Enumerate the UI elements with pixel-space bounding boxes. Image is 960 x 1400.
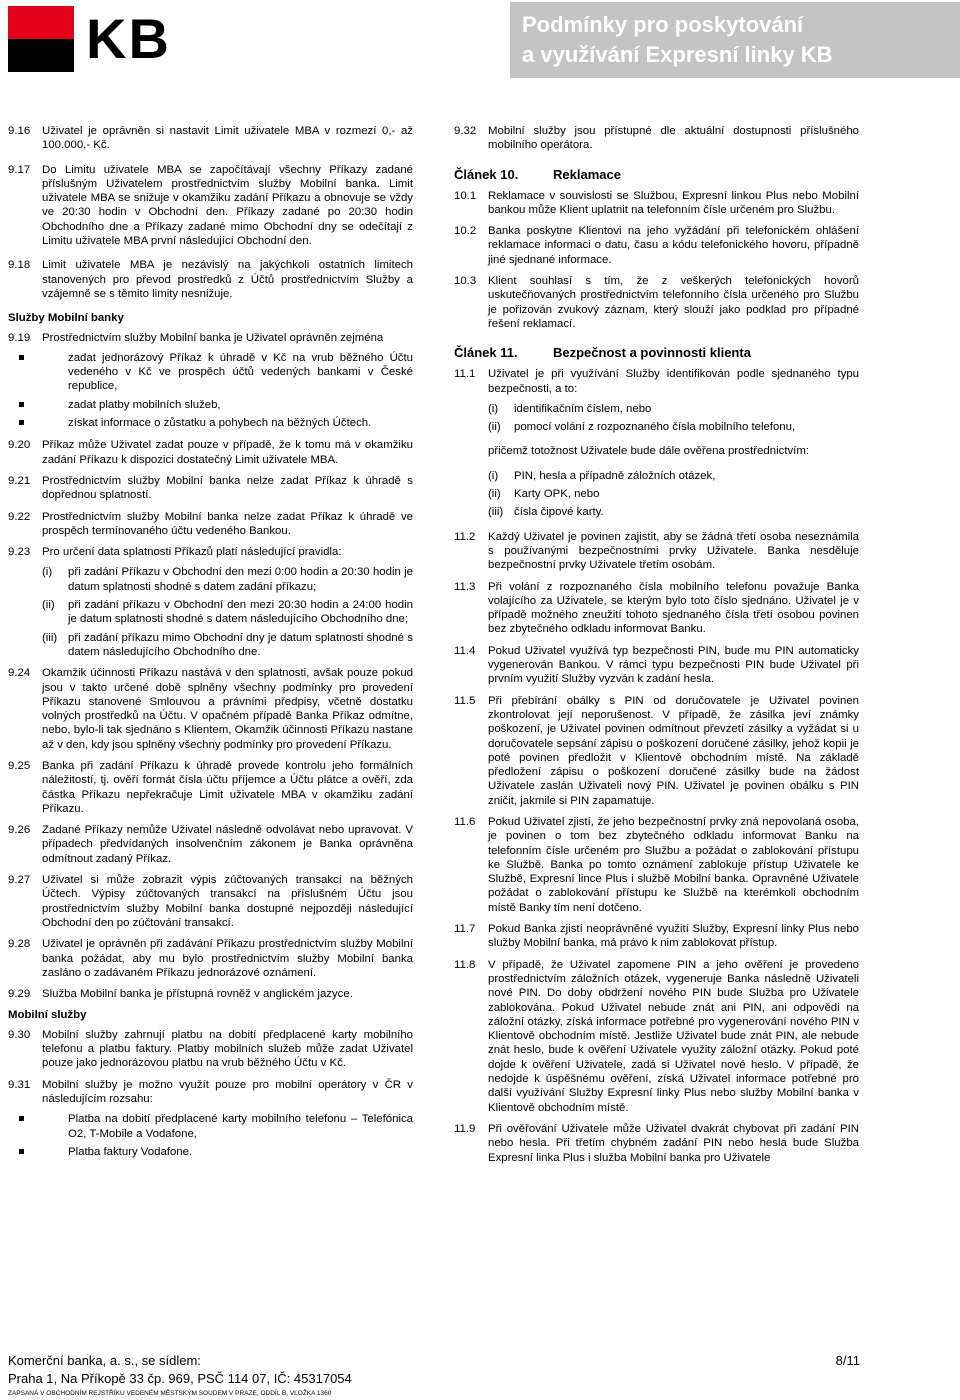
chapter-11-heading: Článek 11. Bezpečnost a povinnosti klienta [454, 345, 751, 361]
roman-list-9-23 [8, 565, 413, 659]
clause-9-21: 9.21 Prostřednictvím služby Mobilní banka nelze zadat Příkaz k úhradě s dopřednou splatností. [8, 474, 413, 502]
bullet-list-9-19 [8, 351, 413, 430]
clause-9-26: 9.26 Zadané Příkazy nemůže Uživatel následně odvolávat nebo upravovat. V případech předvídaných insolvenčním zákonem je Banka oprávněna odmítnout zadaný Příkaz. [8, 824, 413, 865]
list-item: (iii) čísla čipové karty. [488, 506, 604, 519]
clause-9-17: 9.17 Do Limitu uživatele MBA se započítávají všechny Příkazy zadané příslušným Uživatelem prostřednictvím služby Mobilní banka. Limit uživatele MBA se snižuje v okamžiku zadání Příkazu a obnovuje se vždy ve 20:30 hodin v Obchodní den. Příkazy zadané po 20:30 hodin Obchodního dne a Příkazy zadané mimo Obchodní dny se odečítají z Limitu uživatele MBA první následující Obchodní den. [8, 163, 413, 248]
list-item: zadat platby mobilních služeb, [68, 398, 413, 412]
clause-9-18: 9.18 Limit uživatele MBA je nezávislý na jakýchkoli ostatních limitech stanovených pro převod prostředků z Účtů prostřednictvím Služby a vzájemně se s těmito limity nesnižuje. [8, 259, 413, 300]
clause-11-2: 11.2 Každý Uživatel je povinen zajistit, aby se žádná třetí osoba neseznámila s používanými bezpečnostními prvky Uživatele. Banka nesděluje bezpečnostní prvky Uživatele třetím osobám. [454, 530, 859, 572]
list-item: (ii) Karty OPK, nebo [488, 488, 600, 501]
section-heading-mobile-bank: Služby Mobilní banky [8, 312, 124, 325]
kb-logo-mark [8, 6, 74, 72]
clause-9-28: 9.28 Uživatel je oprávněn při zadávání Příkazu prostřednictvím služby Mobilní banka požádat, aby mu bylo prostřednictvím služby Mobilní banka zasláno o zadávaném Příkazu jednorázové oznámení. [8, 938, 413, 979]
list-item: získat informace o zůstatku a pohybech na běžných Účtech. [68, 416, 413, 430]
list-item: (ii) při zadání příkazu v Obchodní den mezi 20:30 hodin a 24:00 hodin je datum splatnosti shodné s datem následujícího Obchodního dne; [42, 599, 413, 626]
clause-10-1: 10.1 Reklamace v souvislosti se Službou, Expresní linkou Plus nebo Mobilní bankou může Klient uplatnit na telefonním čísle určeném pro Službu. [454, 189, 859, 216]
footer-registry: ZAPSANÁ V OBCHODNÍM REJSTŘÍKU VEDENÉM MĚSTSKÝM SOUDEM V PRAZE, ODDÍL B, VLOŽKA 1360 [8, 1390, 332, 1397]
list-item: Platba na dobití předplacené karty mobilního telefonu – Telefónica O2, T-Mobile a Vodafone, [68, 1113, 413, 1140]
list-item: (i) PIN, hesla a případně záložních otázek, [488, 469, 716, 482]
clause-11-1-continuation: přičemž totožnost Uživatele bude dále ověřena prostřednictvím: [488, 445, 809, 458]
roman-list-11-1a [454, 402, 859, 435]
clause-11-1: 11.1 Uživatel je při využívání Služby identifikován podle sjednaného typu bezpečnosti, a to: [454, 368, 859, 395]
clause-9-19: 9.19 Prostřednictvím služby Mobilní banka je Uživatel oprávněn zejména [8, 331, 384, 344]
clause-9-22: 9.22 Prostřednictvím služby Mobilní banka nelze zadat Příkaz k úhradě ve prospěch termínovaného účtu vedeného Bankou. [8, 510, 413, 537]
clause-9-30: 9.30 Mobilní služby zahrnují platbu na dobití předplacené karty mobilního telefonu a platbu faktury. Platby mobilních služeb může zadat Uživatel pouze jako jednorázovou platbu na vrub běžného Účtu v Kč. [8, 1028, 413, 1070]
left-column [8, 124, 413, 1159]
clause-11-7: 11.7 Pokud Banka zjistí neoprávněné využití Služby, Expresní linky Plus nebo služby Mobilní banka, má právo k nim zablokovat přístup. [454, 923, 859, 950]
section-heading-mobile-services: Mobilní služby [8, 1009, 87, 1022]
list-item: (iii) při zadání příkazu mimo Obchodní dny je datum splatnosti shodné s datem následujícího Obchodního dne. [42, 631, 413, 658]
clause-9-23: 9.23 Pro určení data splatnosti Příkazů platí následující pravidla: [8, 546, 342, 559]
clause-11-9: 11.9 Při ověřování Uživatele může Uživatel dvakrát chybovat při zadání PIN nebo hesla. Při třetím chybném zadání PIN nebo hesla bude Služba Expresní linka Plus i služba Mobilní banka pro Uživatele [454, 1122, 859, 1164]
clause-11-3: 11.3 Při volání z rozpoznaného čísla mobilního telefonu považuje Banka volajícího za Uživatele, se kterým bylo toto číslo sjednáno. Uživatel je v případě možného zneužití tohoto sjednaného čísla třetí osobou povinen bez zbytečného odkladu informovat Banku. [454, 580, 859, 636]
list-item: zadat jednorázový Příkaz k úhradě v Kč na vrub běžného Účtu vedeného v Kč ve prospěch účtů vedených bankami v České republice, [68, 351, 413, 393]
clause-11-8: 11.8 V případě, že Uživatel zapomene PIN a jeho ověření je provedeno prostřednictvím záložních otázek, vygeneruje Banka následně Uživateli nové PIN. Do doby obdržení nového PIN bude Služba pro Uživatele zablokována. Pokud Uživatel nebude znát ani PIN, ani odpovědi na záložní otázky, získá informace potřebné pro vygenerování nového PIN v Klientově obchodním místě. Jestliže Uživatel bude znát PIN, ale nebude znát heslo, bude k ověření Uživatele využity záložní otázky. Pokud poté dojde k ověření Uživatele, zadá si Uživatel nové heslo. V případě, že nedojde k úspěšnému ověření, získá Uživatel informace potřebné pro další využívání Služby Expresní linky Plus nebo služby Mobilní banka v Klientově obchodním místě. [454, 958, 859, 1114]
footer-company: Komerční banka, a. s., se sídlem: [8, 1353, 201, 1368]
clause-11-6: 11.6 Pokud Uživatel zjistí, že jeho bezpečnostní prvky zná nepovolaná osoba, je povinen o tom bez zbytečného odkladu informovat Banku na telefonním čísle určeném pro Službu a požádat o zablokování přístupu ke Službě. Banka po tomto oznámení zablokuje přístup Uživatele ke Službě, Expresní lince Plus i službě Mobilní banka. Opravněné Uživatele požádat o zablokování přístupu ke Službě na kterémkoli obchodním místě Banky tím není dotčeno. [454, 815, 859, 914]
kb-logo-text: KB [86, 7, 171, 70]
clause-10-2: 10.2 Banka poskytne Klientovi na jeho vyžádání při telefonickém ohlášení reklamace informaci o datu, času a kódu telefonického hovoru, případně jiné sjednané informace. [454, 225, 859, 266]
list-item: (i) identifikačním číslem, nebo [488, 402, 652, 415]
clause-9-16: 9.16 Uživatel je oprávněn si nastavit Limit uživatele MBA v rozmezí 0,- až 100.000,- Kč. [8, 125, 413, 152]
clause-9-24: 9.24 Okamžik účinnosti Příkazu nastává v den splatnosti, avšak pouze pokud jsou v takto určené době splněny všechny podmínky pro provedení Příkazu stanovené Smlouvou a právními předpisy, včetně dostatku volných prostředků na Účtu. V opačném případě Banka Příkaz odmítne, nebo, bylo-li tak sjednáno s Klientem, Okamžik účinnosti Příkazu nastane až v den, kdy jsou splněny všechny podmínky pro provedení Příkazu. [8, 667, 413, 751]
roman-list-11-1b [454, 469, 859, 520]
clause-11-5: 11.5 Při přebírání obálky s PIN od doručovatele je Uživatel povinen zkontrolovat její neporušenost. V případě, že zásilka jeví známky poškození, je Uživatel povinen odmítnout převzetí zásilky a vyžádat si u doručovatele sepsání zápisu o poškození doručené zásilky, jehož kopii je poté povinen předložit v Klientově obchodním místě. Na základě předložení zápisu o poškození doručené zásilky bude na žádost Uživatele zaslán Uživateli nový PIN. Uživatel je povinen obálku s PIN zničit, jakmile si PIN zapamatuje. [454, 694, 859, 807]
clause-9-32: 9.32 Mobilní služby jsou přístupné dle aktuální dostupnosti příslušného mobilního operátora. [454, 125, 859, 152]
clause-9-31: 9.31 Mobilní služby je možno využít pouze pro mobilní operátory v ČR v následujícím rozsahu: [8, 1078, 413, 1105]
clause-10-3: 10.3 Klient souhlasí s tím, že z veškerých telefonických hovorů uskutečňovaných prostřednictvím telefonního čísla určeného pro Službu je pořizován zvukový záznam, který slouží jako podklad pro případné řešení reklamací. [454, 275, 859, 330]
document-title [510, 2, 960, 78]
clause-9-27: 9.27 Uživatel si může zobrazit výpis zúčtovaných transakcí na běžných Účtech. Výpisy zúčtovaných transakcí na příslušném Účtu jsou prostřednictvím služby Mobilní banka dostupné nejpozději následující Obchodní den po zúčtování transakcí. [8, 874, 413, 929]
right-column [454, 124, 859, 1165]
title-line-1: Podmínky pro poskytování [522, 12, 804, 37]
bullet-list-9-31 [8, 1112, 413, 1159]
page-number: 8/11 [835, 1353, 860, 1368]
list-item: (ii) pomocí volání z rozpoznaného čísla mobilního telefonu, [488, 421, 796, 434]
clause-11-4: 11.4 Pokud Uživatel využívá typ bezpečnosti PIN, bude mu PIN automaticky vygenerován Bankou. V rámci typu bezpečnosti PIN bude Uživatel při prvním využití Služby vyzván k zadání hesla. [454, 644, 859, 686]
clause-9-29: 9.29 Služba Mobilní banka je přístupná rovněž v anglickém jazyce. [8, 988, 353, 1001]
page-footer [8, 1352, 860, 1398]
title-line-2: a využívání Expresní linky KB [522, 42, 833, 67]
list-item: Platba faktury Vodafone. [68, 1145, 413, 1159]
footer-address: Praha 1, Na Příkopě 33 čp. 969, PSČ 114 07, IČ: 45317054 [8, 1371, 352, 1386]
chapter-10-heading: Článek 10. Reklamace [454, 166, 621, 182]
clause-9-20: 9.20 Příkaz může Uživatel zadat pouze v případě, že k tomu má v okamžiku zadání Příkazu k dispozici dostatečný Limit uživatele MBA. [8, 439, 413, 466]
clause-9-25: 9.25 Banka při zadání Příkazu k úhradě provede kontrolu jeho formálních náležitostí, tj. ověří formát čísla účtu příjemce a Účtu plátce a ověří, zda částka Příkazu nepřekračuje Limit uživatele MBA v okamžiku zadání Příkazu. [8, 759, 413, 815]
list-item: (i) při zadání Příkazu v Obchodní den mezi 0:00 hodin a 20:30 hodin je datum splatnosti shodné s datem zadání příkazu; [42, 566, 413, 593]
page-header [0, 0, 960, 88]
